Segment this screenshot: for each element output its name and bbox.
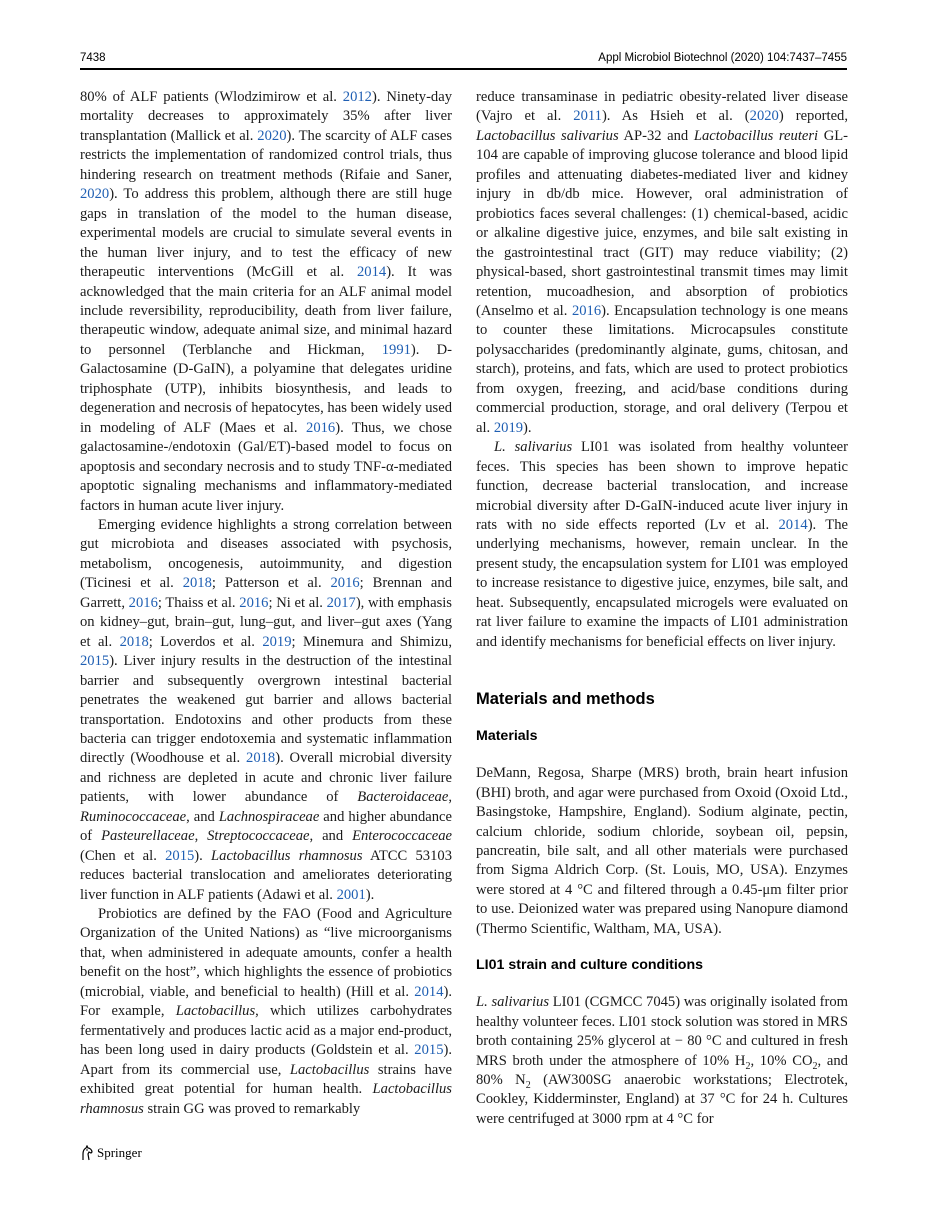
left-column <box>80 88 452 1119</box>
reference-link[interactable]: 2012 <box>342 89 372 105</box>
paragraph: L. salivarius LI01 was isolated from healthy volunteer feces. This species has been shown to improve hepatic function, decrease bacterial translocation, and increase microbial diversity after D-GaIN-induced acute liver injury in rats with no side effects reported (Lv et al. 2014). The underlying mechanisms, however, remain unclear. In the present study, the encapsulation system for LI01 was employed to increase resistance to digestive juice, enzymes, bile salt, and heat. Subsequently, encapsulated microgels were evaluated on rat liver failure to examine the impacts of LI01 administration and identify mechanisms for beneficial effects on liver injury. <box>476 439 849 650</box>
reference-link[interactable]: 2015 <box>80 653 110 670</box>
reference-link[interactable]: 2016 <box>571 302 602 319</box>
paragraph: 80% of ALF patients (Wlodzimirow et al. 2012). Ninety-day mortality decreases to approximately 35% after liver transplantation (Mallick et al. 2020). The scarcity of ALF cases restricts the implementation of randomized control trials, thus hindering research on treatment methods (Rifaie and Saner, 2020). To address this problem, although there are still huge gaps in translation of the model to the human disease, experimental models are crucial to simulate several events in the human liver injury, and to test the efficacy of new therapeutic interventions (McGill et al. 2014). It was acknowledged that the main criteria for an ALF animal model include reversibility, reproducibility, death from liver failure, therapeutic window, adequate animal size, and minimal hazard to personnel (Terblanche and Hickman, 1991). D-Galactosamine (D-GaIN), a polyamine that delegates uridine triphosphate (UTP), inhibits biosynthesis, and leads to degeneration and necrosis of hepatocytes, has been widely used in modeling of ALF (Maes et al. 2016). Thus, we chose galactosamine-/endotoxin (Gal/ET)-based model to focus on apoptosis and secondary necrosis and to study TNF-α-mediated apoptotic signaling mechanisms and inflammatory-mediated factors in human acute liver injury. <box>80 89 453 514</box>
reference-link[interactable]: 2016 <box>239 594 269 611</box>
reference-link[interactable]: 2018 <box>182 575 212 592</box>
reference-link[interactable]: 2014 <box>778 516 808 533</box>
subsection-heading: Materials <box>476 728 538 745</box>
paragraph: Emerging evidence highlights a strong correlation between gut microbiota and diseases associated with psychosis, metabolism, oncogenesis, autoimmunity, and digestion (Ticinesi et al. 2018; Patterson et al. 2016; Brennan and Garrett, 2016; Thaiss et al. 2016; Ni et al. 2017), with emphasis on kidney–gut, brain–gut, lung–gut, and liver–gut axes (Yang et al. 2018; Loverdos et al. 2019; Minemura and Shimizu, 2015). Liver injury results in the destruction of the intestinal barrier and subsequently overgrown intestinal bacterial penetrates the weakened gut barrier and allows bacterial transportation. Endotoxins and other products from these bacteria can trigger endotoxemia and systematic inflammation directly (Woodhouse et al. 2018). Overall microbial diversity and richness are depleted in acute and chronic liver failure patients, with lower abundance of Bacteroidaceae, Ruminococcaceae, and Lachnospiraceae and higher abundance of Pasteurellaceae, Streptococcaceae, and Enterococcaceae (Chen et al. 2015). Lactobacillus rhamnosus ATCC 53103 reduces bacterial translocation and ameliorates deteriorating liver function in ALF patients (Adawi et al. 2001). <box>80 516 452 903</box>
reference-link[interactable]: 2017 <box>326 594 356 611</box>
reference-link[interactable]: 2018 <box>246 750 276 767</box>
reference-link[interactable]: 2015 <box>165 847 195 864</box>
paragraph: DeMann, Regosa, Sharpe (MRS) broth, brain heart infusion (BHI) broth, and agar were purchased from Oxoid (Oxoid Ltd., Basingstoke, Hampshire, England). Sodium alginate, pectin, calcium chloride, sodium chloride, soybean oil, pepsin, pancreatin, bile salt, and all other materials were purchased from Sigma Aldrich Corp. (St. Louis, MO, USA). Enzymes were stored at 4 °C and filtered through a 0.45-μm filter prior to use. Deionized water was prepared using Nanopure diamond (Thermo Scientific, Waltham, MA, USA). <box>476 765 848 937</box>
reference-link[interactable]: 2019 <box>493 419 524 436</box>
reference-link[interactable]: 2020 <box>749 108 779 125</box>
section-heading: Materials and methods <box>476 690 655 709</box>
running-header <box>80 50 847 68</box>
subsection-heading: LI01 strain and culture conditions <box>476 957 704 974</box>
springer-horse-icon <box>80 1145 94 1161</box>
reference-link[interactable]: 2016 <box>306 419 336 436</box>
reference-link[interactable]: 2001 <box>336 886 366 903</box>
reference-link[interactable]: 2014 <box>357 264 387 281</box>
reference-link[interactable]: 1991 <box>381 341 411 358</box>
publisher-name: Springer <box>97 1145 142 1160</box>
reference-link[interactable]: 2011 <box>573 108 602 125</box>
page-number: 7438 <box>80 52 106 64</box>
paragraph: L. salivarius LI01 (CGMCC 7045) was originally isolated from healthy volunteer feces. LI01 stock solution was stored in MRS broth containing 25% glycerol at − 80 °C and cultured in fresh MRS broth under the atmosphere of 10% $H_2$, 10% $CO_2$, and 80% $N_2$ (AW300SG anaerobic workstations; Electrotek, Cookley, Kidderminster, England) at 37 °C for 24 h. Cultures were centrifuged at 3000 rpm at 4 °C for <box>476 994 849 1127</box>
journal-citation: Appl Microbiol Biotechnol (2020) 104:7437–7455 <box>598 52 847 64</box>
reference-link[interactable]: 2015 <box>414 1042 444 1059</box>
page-footer <box>80 1143 142 1163</box>
right-column <box>476 88 848 1129</box>
reference-link[interactable]: 2019 <box>262 633 292 650</box>
reference-link[interactable]: 2020 <box>80 186 110 203</box>
reference-link[interactable]: 2016 <box>128 594 158 611</box>
reference-link[interactable]: 2014 <box>414 983 444 1000</box>
paragraph: Probiotics are defined by the FAO (Food and Agriculture Organization of the United Nations) as “live microorganisms that, when administered in adequate amounts, confer a health benefit on the host”, which highlights the essence of probiotics (microbial, viable, and beneficial to health) (Hill et al. 2014). For example, Lactobacillus, which utilizes carbohydrates fermentatively and produces lactic acid as a major end-product, has been long used in dairy products (Goldstein et al. 2015). Apart from its commercial use, Lactobacillus strains have exhibited great potential for human health. Lactobacillus rhamnosus strain GG was proved to remarkably <box>80 906 452 1117</box>
paragraph: reduce transaminase in pediatric obesity-related liver disease (Vajro et al. 2011). As Hsieh et al. (2020) reported, Lactobacillus salivarius AP-32 and Lactobacillus reuteri GL-104 are capable of improving glucose tolerance and blood lipid profiles and attenuating diabetes-mediated liver and kidney injury in db/db mice. However, oral administration of probiotics faces several challenges: (1) chemical-based, acidic or alkaline digestive juice, enzymes, and bile salt existing in the gastrointestinal tract (GIT) may reduce viability; (2) physical-based, short gastrointestinal transmit times may limit retention, mucoadhesion, and absorption of probiotics (Anselmo et al. 2016). Encapsulation technology is one means to counter these limitations. Microcapsules constitute polysaccharides (predominantly alginate, gums, chitosan, and starch), proteins, and fats, which are used to protect probiotics from oxygen, freezing, and acid/base conditions during commercial production, storage, and oral delivery (Terpou et al. 2019). <box>476 89 849 436</box>
reference-link[interactable]: 2018 <box>119 633 149 650</box>
reference-link[interactable]: 2016 <box>330 575 360 592</box>
reference-link[interactable]: 2020 <box>257 127 287 144</box>
header-rule <box>80 68 847 70</box>
